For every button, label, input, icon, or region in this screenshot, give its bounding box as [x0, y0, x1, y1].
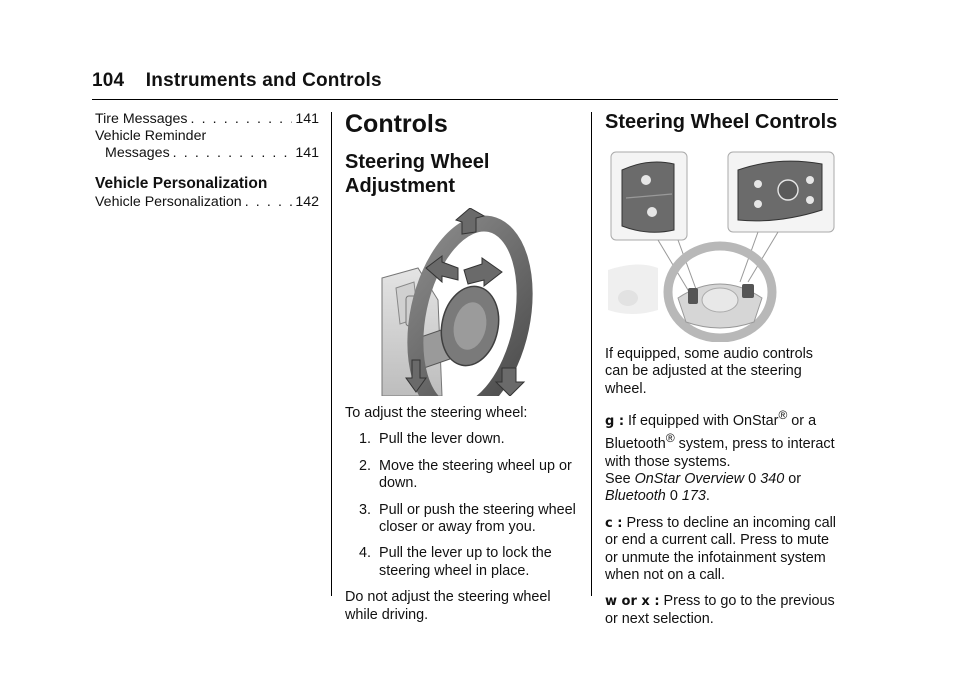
steering-adjust-illustration [378, 208, 548, 396]
swc-illustration [608, 150, 836, 342]
swc-body [605, 346, 837, 637]
ref-arrow-icon: 0 [748, 471, 757, 488]
swc-intro: If equipped, some audio controls can be adjusted at the steering wheel. [605, 346, 813, 397]
swc-item-voice: g : If equipped with OnStar® or a Bluetooth® system, press to interact with those systems. See OnStar Overview 0 340 or Bluetooth 0 173. [605, 408, 835, 505]
steering-adjust-steps [345, 431, 585, 580]
up-icon: w [605, 594, 618, 610]
steering-adjust-title: Steering Wheel Adjustment [345, 151, 490, 197]
steering-adjust-body [345, 405, 585, 633]
page-header [92, 70, 382, 92]
list-item: 2. Move the steering wheel up or down. [358, 457, 572, 492]
header-rule [92, 99, 838, 100]
ref-link-onstar[interactable]: OnStar Overview [634, 471, 745, 488]
toc-entry[interactable]: Tire Messages . . . 141 [95, 111, 319, 128]
controls-title: Controls [345, 110, 448, 138]
toc-column [95, 111, 319, 211]
ref-link-bluetooth[interactable]: Bluetooth [605, 488, 666, 505]
page-header-title: Instruments and Controls [145, 70, 382, 91]
column-divider-right [591, 112, 592, 596]
swc-title: Steering Wheel Controls [605, 111, 838, 133]
ref-arrow-icon: 0 [669, 488, 678, 505]
end-call-icon: c : [605, 515, 623, 531]
swc-item-endcall: c : Press to decline an incoming call or end a current call. Press to mute or unmute the infotainment system when not on a call. [605, 514, 837, 584]
toc-entry[interactable]: Messages . . . 141 [95, 145, 319, 162]
page-number: 104 [92, 70, 125, 91]
voice-icon: g : [605, 414, 625, 430]
toc-entry[interactable]: Vehicle Personalization . . . 142 [95, 194, 319, 211]
list-item: 1. Pull the lever down. [358, 431, 505, 448]
column-divider-left [331, 112, 332, 596]
down-icon: x : [641, 594, 660, 610]
toc-section-title: Vehicle Personalization [95, 175, 268, 192]
list-item: 4. Pull the lever up to lock the steering wheel in place. [358, 545, 552, 579]
steering-adjust-warning: Do not adjust the steering wheel while driving. [345, 589, 551, 623]
list-item: 3. Pull or push the steering wheel closer or away from you. [358, 501, 576, 536]
toc-entry-line: Vehicle Reminder [95, 128, 207, 144]
steering-adjust-intro: To adjust the steering wheel: [345, 405, 528, 421]
swc-item-nav: w or x : Press to go to the previous or next selection. [605, 593, 835, 627]
